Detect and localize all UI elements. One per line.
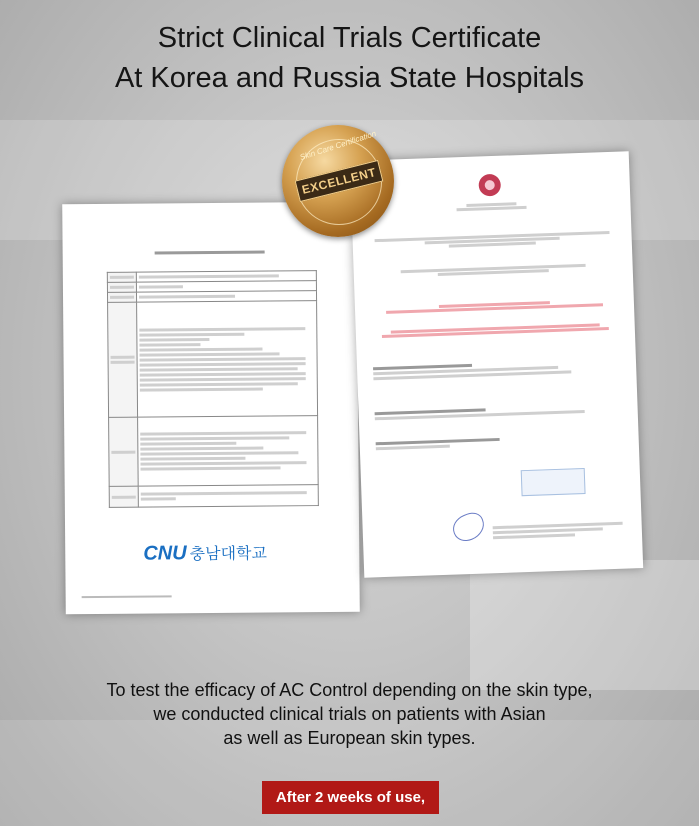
russian-certificate-document: [350, 151, 643, 577]
russian-report-subtitle: [372, 322, 619, 340]
signature-mark: [449, 509, 488, 545]
seal-arc-text: Skin Care Certification: [298, 128, 378, 163]
heading-line-2: At Korea and Russia State Hospitals: [114, 62, 585, 94]
description-line-2: we conducted clinical trials on patients with Asian: [153, 704, 546, 724]
korean-certificate-document: [62, 202, 360, 615]
korean-document-title: [63, 250, 357, 256]
background-shape: [470, 560, 699, 690]
russian-dates: [376, 432, 623, 453]
cnu-logo-text: CNU: [143, 542, 187, 565]
description-line-1: To test the efficacy of AC Control depending on the skin type,: [106, 680, 593, 700]
russian-investigators: [373, 357, 620, 383]
russian-university-name: [367, 198, 614, 216]
russian-institution-line: [369, 230, 616, 252]
page-heading: [0, 18, 699, 98]
description-line-3: as well as European skin types.: [223, 728, 476, 748]
after-two-weeks-button[interactable]: After 2 weeks of use,: [262, 781, 439, 814]
russian-location: [375, 402, 622, 423]
official-stamp: [521, 468, 586, 496]
heading-line-1: Strict Clinical Trials Certificate: [157, 22, 542, 54]
seal-band-label: EXCELLENT: [295, 160, 384, 202]
russian-report-title: [371, 298, 618, 316]
russian-department-line: [370, 262, 617, 280]
document-footer: [82, 593, 172, 600]
cnu-logo-korean: 충남대학교: [189, 545, 267, 564]
description-text: [0, 678, 699, 750]
university-emblem-icon: [478, 174, 501, 197]
excellent-certification-seal-icon: [282, 125, 394, 237]
cnu-university-logo: [143, 541, 267, 566]
russian-signatory: [493, 519, 631, 541]
korean-results-table: [107, 270, 319, 508]
